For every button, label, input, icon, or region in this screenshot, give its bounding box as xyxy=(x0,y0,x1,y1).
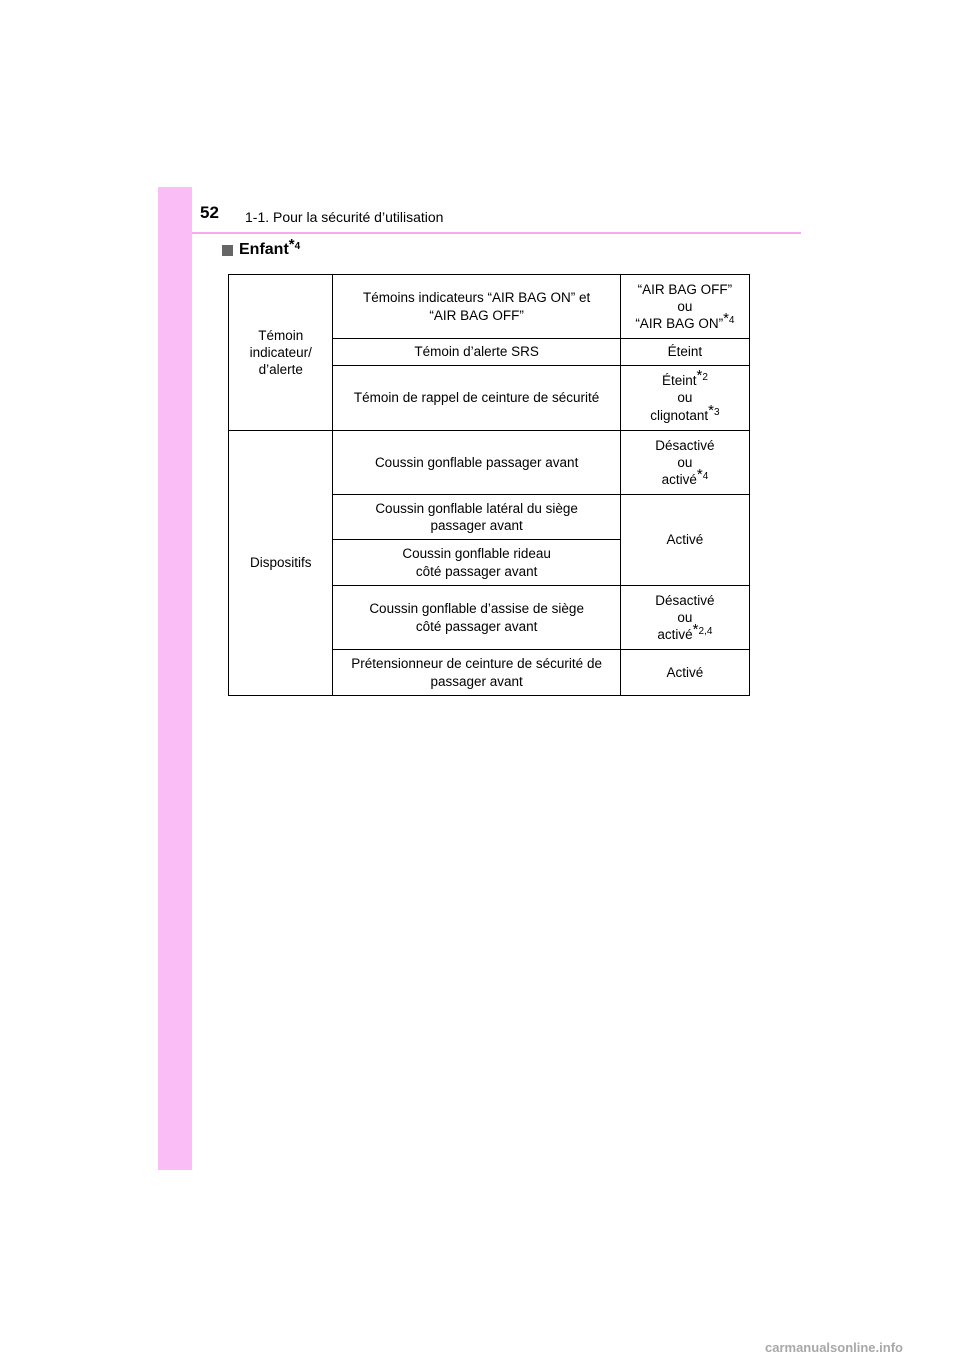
side-color-band xyxy=(158,187,192,1170)
item-cell-seat-cushion-airbag xyxy=(333,586,620,650)
status-text: activé xyxy=(657,627,693,643)
status-line: Désactivé xyxy=(655,592,715,608)
group-indicators-line: indicateur/ xyxy=(249,344,312,360)
item-cell-airbag-lamps xyxy=(333,275,620,339)
footnote-number: 4 xyxy=(728,315,735,327)
status-cell-pretensioner: Activé xyxy=(620,650,749,696)
status-line: ou xyxy=(677,609,693,625)
footnote-ref xyxy=(692,621,713,639)
item-cell-srs: Témoin d’alerte SRS xyxy=(333,339,620,366)
item-cell-side-airbag xyxy=(333,495,620,540)
group-indicators-line: Témoin xyxy=(258,327,304,343)
footnote-number: 2 xyxy=(702,372,708,384)
header-rule xyxy=(192,232,801,234)
square-bullet-icon xyxy=(222,245,233,256)
status-cell-belt-reminder xyxy=(620,366,749,431)
asterisk-icon: * xyxy=(288,236,295,253)
status-text: activé xyxy=(661,472,697,488)
status-line: ou xyxy=(677,390,693,406)
section-title: Enfant xyxy=(239,241,289,258)
item-cell-belt-reminder: Témoin de rappel de ceinture de sécurité xyxy=(333,366,620,431)
status-cell-seat-cushion-airbag xyxy=(620,586,749,650)
item-line: Témoins indicateurs “AIR BAG ON” et xyxy=(362,290,591,306)
footnote-number: 2,4 xyxy=(698,626,713,638)
asterisk-icon: * xyxy=(723,310,729,328)
status-line xyxy=(624,367,746,389)
item-line: côté passager avant xyxy=(415,563,538,579)
item-cell-pretensioner xyxy=(333,650,620,696)
footnote-ref xyxy=(696,367,708,385)
item-line: “AIR BAG OFF” xyxy=(429,307,524,323)
status-text: “AIR BAG ON” xyxy=(635,316,724,332)
section-heading xyxy=(222,236,301,259)
item-line: Prétensionneur de ceinture de sécurité de xyxy=(351,656,602,672)
item-line: passager avant xyxy=(430,673,523,689)
status-cell-side-and-curtain: Activé xyxy=(620,495,749,586)
item-line: côté passager avant xyxy=(415,618,538,634)
status-line xyxy=(624,466,746,488)
airbag-status-table xyxy=(228,274,750,696)
group-indicators-line: d’alerte xyxy=(258,362,303,378)
group-cell-indicators xyxy=(229,275,333,431)
table-row xyxy=(229,431,750,495)
item-line: Coussin gonflable d’assise de siège xyxy=(369,601,584,617)
status-line: ou xyxy=(677,298,693,314)
table-row xyxy=(229,275,750,339)
footnote-ref xyxy=(708,401,720,419)
status-cell-srs: Éteint xyxy=(620,339,749,366)
footnote-number: 4 xyxy=(702,471,709,483)
status-text: Éteint xyxy=(661,373,697,389)
asterisk-icon: * xyxy=(708,401,714,419)
footnote-ref xyxy=(696,466,709,484)
footnote-number: 3 xyxy=(713,406,720,418)
status-line xyxy=(624,310,746,332)
item-cell-front-passenger-airbag: Coussin gonflable passager avant xyxy=(333,431,620,495)
asterisk-icon: * xyxy=(696,466,703,484)
item-line: passager avant xyxy=(430,518,523,533)
page-number: 52 xyxy=(200,203,219,222)
item-cell-curtain-airbag xyxy=(333,540,620,586)
watermark-logo: carmanualsonline.info xyxy=(765,1340,903,1355)
section-footnote-number: 4 xyxy=(294,241,301,252)
item-line: Coussin gonflable rideau xyxy=(402,546,551,562)
status-cell-airbag-lamps xyxy=(620,275,749,339)
status-text: clignotant xyxy=(650,407,709,423)
chapter-title: 1-1. Pour la sécurité d’utilisation xyxy=(245,209,444,225)
status-line xyxy=(624,621,746,643)
section-footnote-ref xyxy=(289,237,300,252)
item-line: Coussin gonflable latéral du siège xyxy=(375,500,578,516)
status-cell-front-passenger-airbag xyxy=(620,431,749,495)
status-line: “AIR BAG OFF” xyxy=(637,281,733,297)
status-line xyxy=(624,401,746,424)
footnote-ref xyxy=(723,310,735,328)
group-cell-devices: Dispositifs xyxy=(229,431,333,696)
status-line: ou xyxy=(677,454,693,470)
asterisk-icon: * xyxy=(692,621,699,639)
status-line: Désactivé xyxy=(655,437,715,453)
asterisk-icon: * xyxy=(696,367,703,385)
